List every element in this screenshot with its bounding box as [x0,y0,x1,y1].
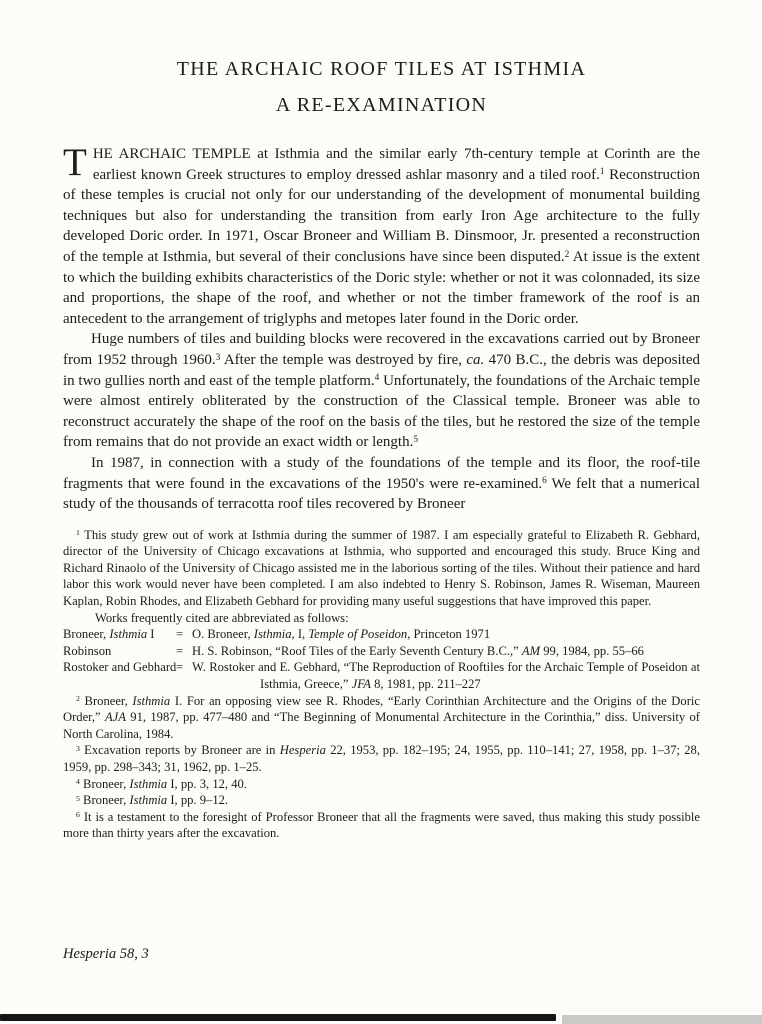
works-cited-row [63,643,700,660]
footnotes-section [63,527,700,842]
equals-sign: = [176,660,184,675]
drop-cap: T [63,141,87,184]
footnote-2: $^2$ Broneer, Isthmia I. For an opposing view see R. Rhodes, “Early Corinthian Architecture and the Origins of the Doric Order,” AJA 91, 1987, pp. 477–480 and “The Beginning of Monumental Architecture in the Corinthia,” diss. University of North Carolina, 1984. [63,693,701,741]
equals-sign: = [176,627,184,642]
works-definition: H. S. Robinson, “Roof Tiles of the Early Seventh Century B.C.,” AM 99, 1984, pp. 55–66 [192,643,644,658]
footnote-3: $^3$ Excavation reports by Broneer are in Hesperia 22, 1953, pp. 182–195; 24, 1955, pp. 110–141; 27, 1958, pp. 1–37; 28, 1959, pp. 298–343; 31, 1962, pp. 1–25. [63,743,701,774]
paragraph-text: Huge numbers of tiles and building blocks were recovered in the excavations carried out by Broneer from 1952 through 1960.$^3$ After the temple was destroyed by fire, ca. 470 B.C., the debris was deposited in two gullies north and east of the temple platform.$^4$ Unfortunately, the foundations of the Archaic temple were almost entirely obliterated by the construction of the Classical temple. Broneer was able to reconstruct accurately the shape of the roof on the basis of the tiles, but he restored the size of the temple from remains that do not provide an exact width or length.$^5$ [63,331,700,451]
scan-artifact-bar [0,1014,556,1021]
scan-artifact-corner [562,1015,762,1024]
footnote-5: $^5$ Broneer, Isthmia I, pp. 9–12. [76,793,229,808]
footnote-6: $^6$ It is a testament to the foresight of Professor Broneer that all the fragments were saved, thus making this study possible more than thirty years after the excavation. [63,809,700,841]
works-cited-row [63,659,700,692]
works-definition: O. Broneer, Isthmia, I, Temple of Poseidon, Princeton 1971 [192,627,491,642]
works-cited-intro: Works frequently cited are abbreviated as follows: [95,610,349,625]
works-term: Robinson [63,643,112,658]
works-term: Broneer, Isthmia I [63,627,155,642]
body-paragraph [63,141,701,329]
works-definition: W. Rostoker and E. Gebhard, “The Reproduction of Rooftiles for the Archaic Temple of Poseidon at Isthmia, Greece,” JFA 8, 1981, pp. 211–227 [192,660,700,692]
journal-footer: Hesperia 58, 3 [63,946,149,962]
article-body [63,141,701,515]
body-paragraph [63,453,700,515]
paragraph-text: HE ARCHAIC TEMPLE at Isthmia and the similar early 7th-century temple at Corinth are the earliest known Greek structures to employ dressed ashlar masonry and a tiled roof.$^1$ Reconstruction of these temples is crucial not only for our understanding of the development of monumental building techniques but also for understanding the transition from early Iron Age architecture to the fully developed Doric order. In 1971, Oscar Broneer and William B. Dinsmoor, Jr. presented a reconstruction of the temple at Isthmia, but several of their conclusions have since been disputed.$^2$ At issue is the extent to which the building exhibits characteristics of the Doric style: whether or not it was colonnaded, its size and proportions, the shape of the roof, and whether or not the timber framework of the roof is an antecedent to the arrangement of triglyphs and metopes later found in the Doric order. [63,146,701,327]
works-term: Rostoker and Gebhard [63,660,176,675]
article-subtitle: A RE-EXAMINATION [275,94,488,116]
works-cited-row [63,626,700,643]
paragraph-text: In 1987, in connection with a study of the foundations of the temple and its floor, the roof-tile fragments that were found in the excavations of the 1950's were re-examined.$^6$ We felt that a numerical study of the thousands of terracotta roof tiles recovered by Broneer [63,454,700,513]
footnote-1: $^1$ This study grew out of work at Isthmia during the summer of 1987. I am especially grateful to Elizabeth R. Gebhard, director of the University of Chicago excavations at Isthmia, who supported and encouraged this study. Bruce King and Richard Rinaolo of the University of Chicago assisted me in the laborious sorting of the tiles. Without their patience and hard labor this work would never have been completed. I am also indebted to Henry S. Robinson, James R. Wiseman, Maureen Kaplan, Robin Rhodes, and Elizabeth Gebhard for providing many useful suggestions that have improved this paper. [63,527,700,609]
body-paragraph [63,329,700,453]
article-title: THE ARCHAIC ROOF TILES AT ISTHMIA [176,58,587,80]
equals-sign: = [176,643,184,658]
footnote-4: $^4$ Broneer, Isthmia I, pp. 3, 12, 40. [76,776,247,791]
